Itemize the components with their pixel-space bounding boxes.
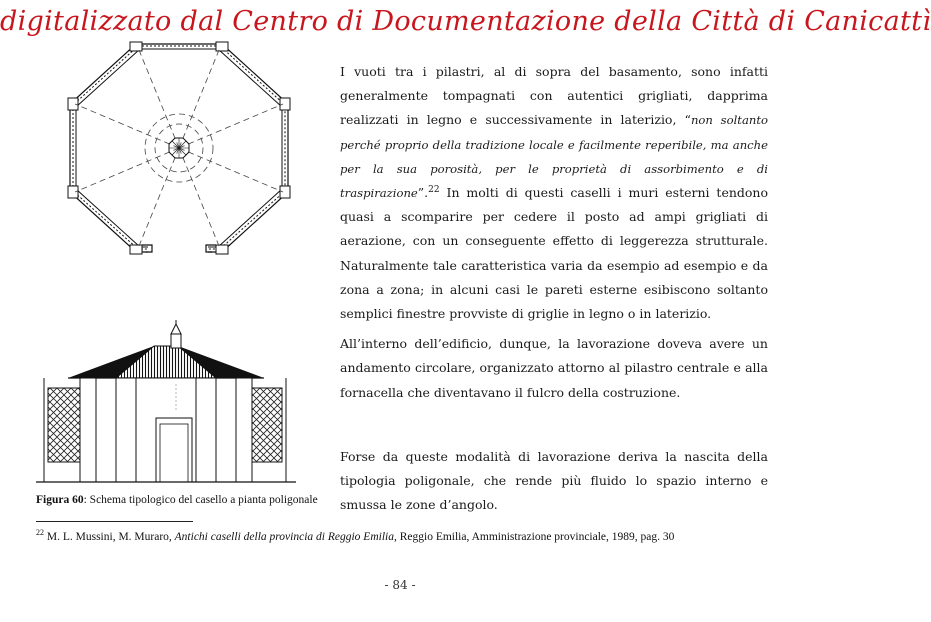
figure-caption-text: : Schema tipologico del casello a pianta poligonale [83, 494, 318, 506]
octagonal-plan-drawing [66, 42, 292, 254]
footnote-authors: M. L. Mussini, M. Muraro, [44, 530, 175, 543]
body-text [340, 60, 768, 517]
paragraph-1-quote: non soltanto perché proprio della tradizione locale e facilmente reperibile, ma anche per la sua porosità, per le proprietà di assorbimento e di traspirazione [340, 113, 768, 201]
paragraph-1-b: ”. [417, 185, 429, 201]
watermark: digitalizzato dal Centro di Documentazione della Città di Canicattì [0, 6, 931, 37]
elevation-drawing [36, 318, 296, 484]
footnote-rest: , Reggio Emilia, Amministrazione provinciale, 1989, pag. 30 [393, 530, 675, 543]
page-number: - 84 - [384, 578, 416, 592]
figure-label: Figura 60 [36, 494, 84, 506]
footnote-ref[interactable]: 22 [428, 184, 440, 195]
paragraph-1-c: In molti di questi caselli i muri esterni tendono quasi a scomparire per cedere il posto ad ampi grigliati di aerazione, con un conseguente effetto di leggerezza strutturale. Naturalmente tale caratteristica varia da esempio ad esempio e da zona a zona; in alcuni casi le pareti esterne esibiscono soltanto semplici finestre provviste di griglie in legno o in laterizio. [340, 185, 768, 322]
footnote-divider [36, 521, 193, 522]
footnote-number: 22 [36, 528, 44, 537]
paragraph-1-a: I vuoti tra i pilastri, al di sopra del basamento, sono infatti generalmente tompagnati con autentici grigliati, dapprima realizzati in legno e successivamente in laterizio, “ [340, 64, 768, 128]
paragraph-1 [340, 60, 768, 326]
figure-caption [36, 494, 336, 506]
paragraph-2: All’interno dell’edificio, dunque, la lavorazione doveva avere un andamento circolare, organizzato attorno al pilastro centrale e alla fornacella che diventavano il fulcro della costruzione. [340, 336, 768, 400]
footnote-title: Antichi caselli della provincia di Reggio Emilia [174, 530, 394, 543]
paragraph-3: Forse da queste modalità di lavorazione deriva la nascita della tipologia poligonale, che rende più fluido lo spazio interno e smussa le zone d’angolo. [340, 448, 768, 513]
footnote [36, 528, 776, 543]
